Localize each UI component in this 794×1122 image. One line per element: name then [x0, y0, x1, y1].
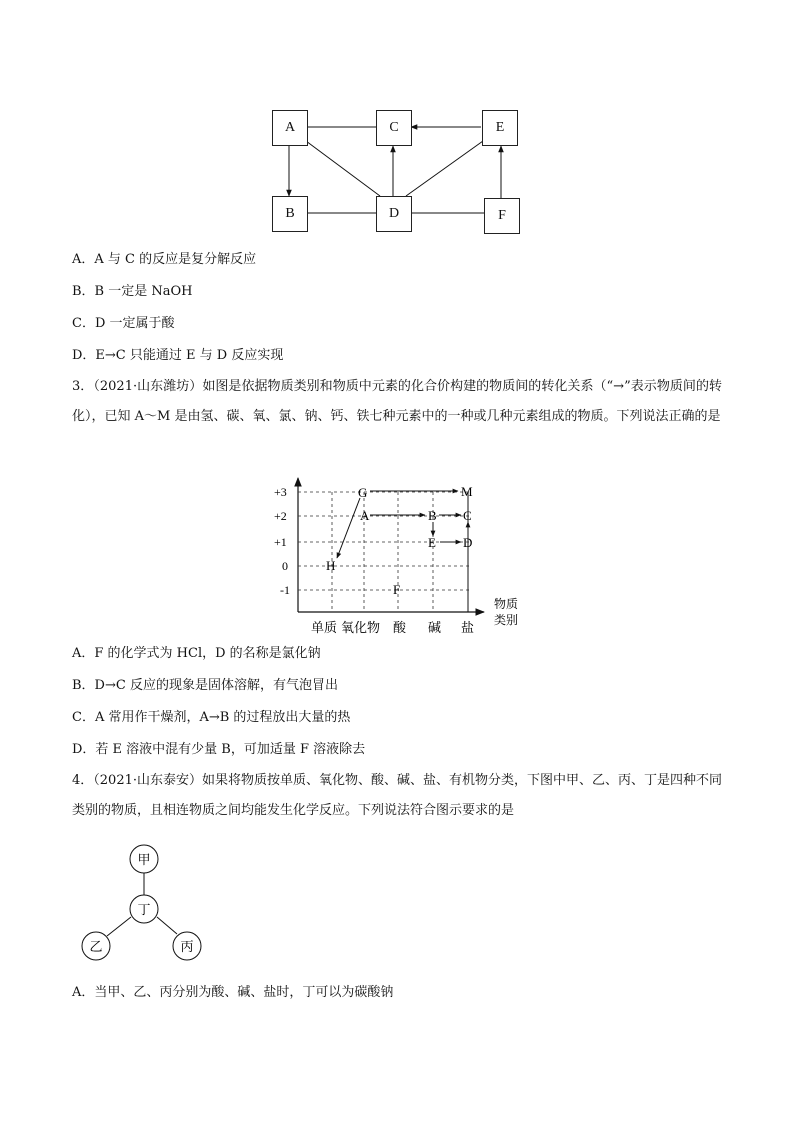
point-c: C	[463, 508, 472, 523]
edge-ding-bing	[157, 917, 177, 934]
q3-option-d: D．若 E 溶液中混有少量 B，可加适量 F 溶液除去	[72, 742, 366, 757]
reaction-diagram-q4	[0, 830, 794, 970]
x-cat-base: 碱	[428, 621, 442, 636]
node-f: F	[484, 198, 520, 234]
q4-diagram-svg	[0, 830, 794, 970]
x-axis-label-2: 类别	[494, 613, 519, 627]
v-gridlines	[332, 492, 433, 612]
point-m: M	[461, 484, 473, 499]
node-e: E	[482, 110, 518, 146]
point-b: B	[428, 508, 437, 523]
x-cat-oxide: 氧化物	[341, 621, 381, 636]
valence-class-chart	[0, 470, 794, 640]
q2-option-d: D．E→C 只能通过 E 与 D 反应实现	[72, 348, 284, 363]
x-cat-element: 单质	[311, 621, 338, 636]
point-f: F	[393, 582, 401, 597]
h-gridlines	[298, 492, 473, 590]
point-e: E	[428, 535, 436, 550]
point-a: A	[360, 508, 370, 523]
q2-option-a: A．A 与 C 的反应是复分解反应	[72, 252, 257, 267]
q2-option-c: C．D 一定属于酸	[72, 316, 175, 331]
node-yi-label: 乙	[89, 940, 103, 955]
q3-stem: 3．（2021·山东潍坊）如图是依据物质类别和物质中元素的化合价构建的物质间的转化关系（“→”表示物质间的转化），已知 A～M 是由氢、碳、氧、氯、钠、钙、铁七种元素中的一种或几种元素组成的物质。下列说法正确的是	[72, 379, 722, 424]
point-g: G	[358, 485, 368, 500]
reaction-diagram-1	[0, 0, 794, 240]
y-tick-plus1: +1	[274, 535, 287, 549]
node-ding-label: 丁	[137, 903, 151, 918]
edge-e-d	[406, 141, 483, 196]
y-tick-plus3: +3	[274, 485, 287, 499]
valence-chart-svg	[0, 470, 794, 640]
y-tick-minus1: -1	[280, 583, 290, 597]
node-b: B	[272, 196, 308, 232]
node-c: C	[376, 110, 412, 146]
x-axis-label-1: 物质	[494, 597, 519, 611]
q4-stem: 4．（2021·山东泰安）如果将物质按单质、氧化物、酸、碱、盐、有机物分类，下图中甲、乙、丙、丁是四种不同类别的物质，且相连物质之间均能发生化学反应。下列说法符合图示要求的是	[72, 773, 722, 818]
q2-option-b: B．B 一定是 NaOH	[72, 284, 193, 299]
point-d: D	[463, 535, 473, 550]
node-bing-label: 丙	[180, 940, 194, 955]
x-cat-acid: 酸	[393, 621, 407, 636]
y-tick-0: 0	[282, 559, 288, 573]
x-cat-salt: 盐	[461, 621, 475, 636]
q4-option-a: A．当甲、乙、丙分别为酸、碱、盐时，丁可以为碳酸钠	[72, 985, 394, 1000]
q3-option-c: C．A 常用作干燥剂，A→B 的过程放出大量的热	[72, 710, 351, 725]
node-a: A	[272, 110, 308, 146]
edge-ding-yi	[107, 917, 131, 936]
q3-option-b: B．D→C 反应的现象是固体溶解，有气泡冒出	[72, 678, 338, 693]
y-tick-plus2: +2	[274, 509, 287, 523]
point-h: H	[326, 558, 336, 573]
q3-option-a: A．F 的化学式为 HCl，D 的名称是氯化钠	[72, 646, 321, 661]
node-jia-label: 甲	[137, 853, 151, 868]
node-d: D	[376, 196, 412, 232]
edge-a-d	[306, 141, 380, 196]
arrow-g-h	[337, 498, 360, 558]
